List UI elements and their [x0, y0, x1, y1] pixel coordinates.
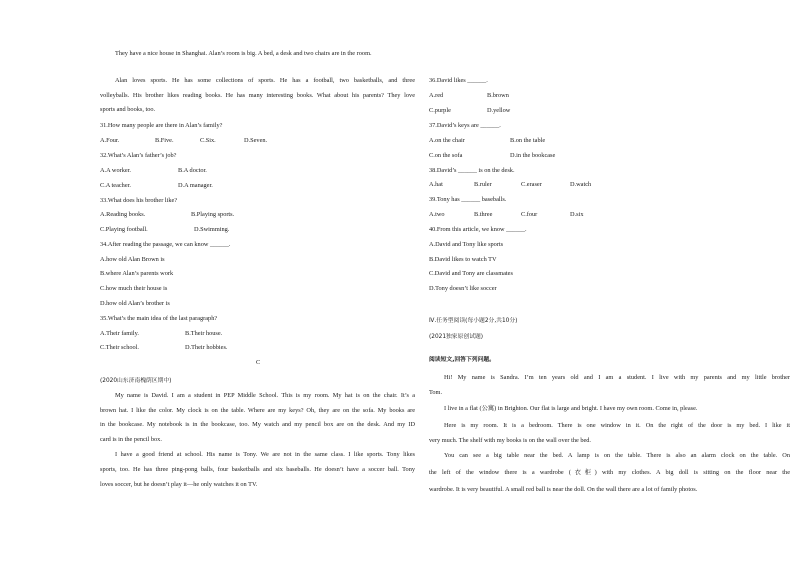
option-39-d: D.six: [570, 211, 584, 218]
option-38-d: D.watch: [570, 181, 592, 188]
passage-iv-line: You can see a big table near the bed. A lamp is on the table. There is also an alarm clock on the table. On: [444, 452, 790, 459]
option-39-a: A.two: [429, 211, 445, 218]
question-36: 36.David likes ______.: [429, 77, 488, 84]
option-37-d: D.in the bookcase: [510, 152, 556, 159]
option-32-d: D.A manager.: [178, 182, 213, 189]
option-31-d: D.Seven.: [244, 137, 268, 144]
option-36-c: C.purple: [429, 107, 451, 114]
passage-iv-line: Hi! My name is Sandra. I’m ten years old and I am a student. I live with my parents and my little brother: [444, 374, 790, 381]
option-33-d: D.Swimming.: [194, 226, 230, 233]
option-40-c: C.David and Tony are classmates: [429, 270, 513, 277]
option-38-a: A.hat: [429, 181, 443, 188]
question-39: 39.Tony has ______ baseballs.: [429, 196, 507, 203]
option-31-a: A.Four.: [100, 137, 120, 144]
option-33-a: A.Reading books.: [100, 211, 146, 218]
passage-c-line: My name is David. I am a student in PEP Middle School. This is my room. My hat is on the chair. It’s a: [115, 392, 415, 399]
passage-c-line: loves soccer, but he doesn’t play it—he only watches it on TV.: [100, 481, 258, 488]
question-34: 34.After reading the passage, we can know ______.: [100, 241, 231, 248]
passage-c-line: in the bookcase. My notebook is in the bookcase, too. My watch and my pencil box are on the desk. And my ID: [100, 421, 415, 428]
option-37-b: B.on the table: [510, 137, 546, 144]
option-32-c: C.A teacher.: [100, 182, 131, 189]
passage-c-line: brown hat. I like the color. My clock is on the table. Where are my keys? Oh, they are on the sofa. My books are: [100, 407, 415, 414]
option-37-a: A.on the chair: [429, 137, 465, 144]
option-34-b: B.where Alan’s parents work: [100, 270, 174, 277]
option-33-c: C.Playing football.: [100, 226, 148, 233]
passage-iv-line: Tom.: [429, 389, 443, 396]
question-33: 33.What does his brother like?: [100, 197, 178, 204]
passage-iv-line: the left of the window there is a wardrobe (衣柜) with my clothes. A big doll is sitting on the floor near the: [429, 469, 790, 476]
section-iv-source: (2021独家原创试题): [429, 334, 484, 340]
section-iv-instruction: 阅读短文,回答下列问题。: [429, 357, 495, 363]
passage-iv-line: very much. The shelf with my books is on the wall over the bed.: [429, 437, 591, 444]
option-33-b: B.Playing sports.: [191, 211, 235, 218]
passage-b-line: They have a nice house in Shanghai. Alan’s room is big. A bed, a desk and two chairs are in the room.: [115, 50, 372, 57]
passage-c-line: sports, too. He has three ping-pong balls, four basketballs and six baseballs. He doesn’t have a soccer ball. Tony: [100, 466, 415, 473]
passage-b-line: volleyballs. His brother likes reading books. He has many interesting books. What about his parents? They love: [100, 92, 415, 99]
question-38: 38.David’s ______ is on the desk.: [429, 167, 515, 174]
option-40-d: D.Tony doesn’t like soccer: [429, 285, 497, 292]
question-40: 40.From this article, we know ______.: [429, 226, 527, 233]
section-c-heading: C: [256, 359, 261, 366]
passage-c-line: card is in the pencil box.: [100, 436, 162, 443]
passage-iv-line: I live in a flat (公寓) in Brighton. Our flat is large and bright. I have my own room. Come in, please.: [444, 405, 698, 412]
option-38-b: B.ruler: [474, 181, 492, 188]
option-35-b: B.Their house.: [185, 330, 223, 337]
option-36-a: A.red: [429, 92, 444, 99]
option-31-b: B.Five.: [155, 137, 174, 144]
section-iv-heading: Ⅳ.任务型阅读(每小题2分,共10分): [429, 318, 518, 324]
option-36-b: B.brown: [487, 92, 509, 99]
option-32-a: A.A worker.: [100, 167, 131, 174]
option-31-c: C.Six.: [200, 137, 216, 144]
section-c-source: (2020山东济南槐荫区期中): [100, 378, 172, 384]
question-35: 35.What’s the main idea of the last paragraph?: [100, 315, 218, 322]
option-35-a: A.Their family.: [100, 330, 139, 337]
question-37: 37.David’s keys are ______.: [429, 122, 501, 129]
option-34-c: C.how much their house is: [100, 285, 168, 292]
passage-iv-line: wardrobe. It is very beautiful. A small red ball is near the doll. On the wall there are a lot of family photos.: [429, 486, 698, 493]
option-39-c: C.four: [521, 211, 538, 218]
option-40-b: B.David likes to watch TV: [429, 256, 497, 263]
option-36-d: D.yellow: [487, 107, 511, 114]
option-38-c: C.eraser: [521, 181, 542, 188]
option-34-d: D.how old Alan’s brother is: [100, 300, 170, 307]
question-31: 31.How many people are there in Alan’s family?: [100, 122, 223, 129]
option-37-c: C.on the sofa: [429, 152, 463, 159]
question-32: 32.What’s Alan’s father’s job?: [100, 152, 177, 159]
passage-b-line: sports and books, too.: [100, 106, 156, 113]
option-35-c: C.Their school.: [100, 344, 139, 351]
option-32-b: B.A doctor.: [178, 167, 207, 174]
option-39-b: B.three: [474, 211, 493, 218]
passage-b-line: Alan loves sports. He has some collections of sports. He has a football, two basketballs, and three: [115, 77, 415, 84]
option-40-a: A.David and Tony like sports: [429, 241, 504, 248]
option-35-d: D.Their hobbies.: [185, 344, 228, 351]
passage-c-line: I have a good friend at school. His name is Tony. We are not in the same class. I like sports. Tony likes: [115, 451, 415, 458]
passage-iv-line: Here is my room. It is a bedroom. There is one window in it. On the right of the door is my bed. I like it: [444, 422, 790, 429]
option-34-a: A.how old Alan Brown is: [100, 256, 165, 263]
